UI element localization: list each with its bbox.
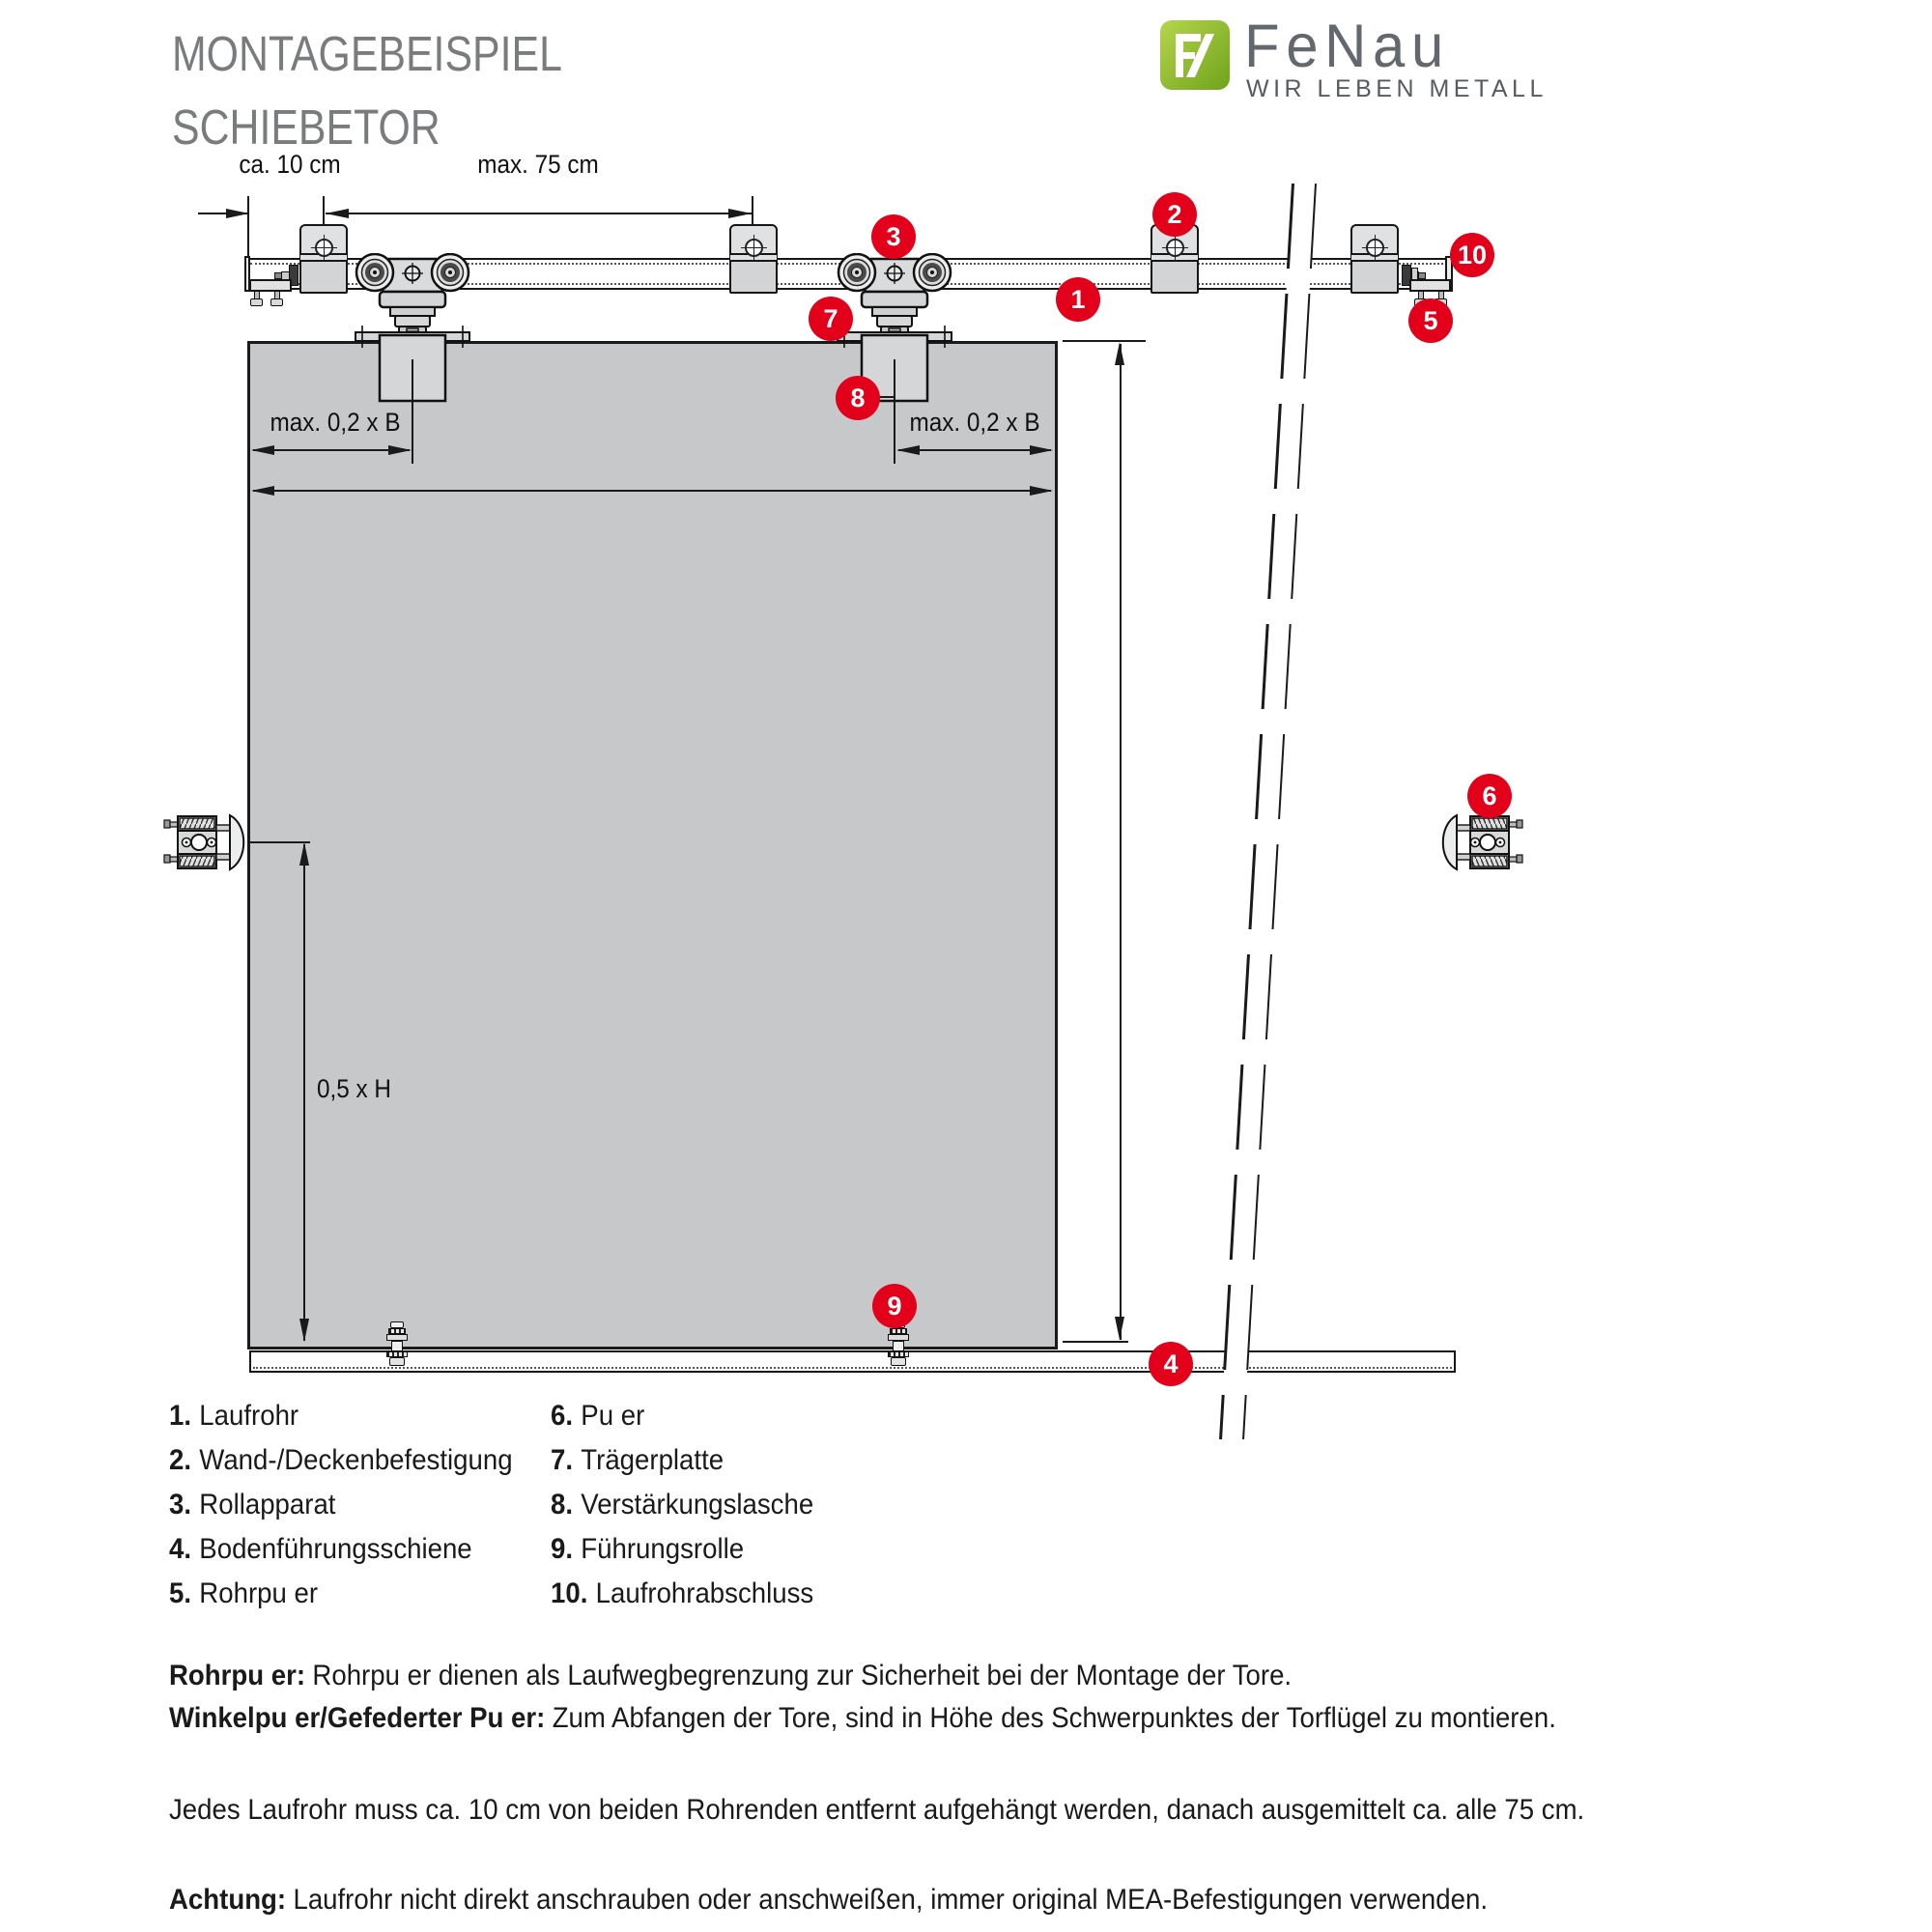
arrowhead	[388, 445, 412, 455]
arrowhead	[251, 445, 274, 455]
screw-hole-icon	[315, 239, 333, 257]
note-text: Laufrohr nicht direkt anschrauben oder anschweißen, immer original MEA-Befestigungen verwenden.	[293, 1884, 1489, 1916]
callout-2: 2	[1152, 192, 1197, 237]
note-lead: Winkelpu er/Gefederter Pu er:	[169, 1702, 546, 1734]
note-laufrohr	[169, 1794, 1584, 1827]
wall-bracket	[1350, 224, 1399, 294]
bolt	[270, 298, 283, 306]
roller-collar	[888, 1334, 909, 1341]
note-rohrpuffer	[169, 1660, 1292, 1692]
legend-label: Führungsrolle	[581, 1533, 745, 1565]
extension-line	[1063, 1341, 1128, 1343]
callout-7: 7	[809, 297, 853, 341]
legend-label: Trägerplatte	[581, 1444, 724, 1476]
legend-number: 9.	[551, 1533, 574, 1565]
extension-line	[323, 196, 325, 225]
legend-label: Laufrohrabschluss	[595, 1577, 814, 1609]
legend-item	[169, 1394, 513, 1438]
note-text: Zum Abfangen der Tore, sind in Höhe des Schwerpunktes der Torflügel zu montieren.	[552, 1702, 1556, 1734]
legend-number: 3.	[169, 1489, 192, 1520]
arrowhead	[251, 486, 274, 496]
bolt	[250, 298, 263, 306]
legend-item	[169, 1572, 513, 1616]
screw-hole-icon	[1166, 239, 1184, 257]
page-title-line1: MONTAGEBEISPIEL	[172, 26, 562, 81]
note-text: Jedes Laufrohr muss ca. 10 cm von beiden Rohrenden entfernt aufgehängt werden, danach ausgemittelt ca. alle 75 cm.	[169, 1794, 1585, 1826]
note-lead: Rohrpu er:	[169, 1660, 306, 1691]
arrowhead	[896, 445, 920, 455]
legend-item	[551, 1483, 813, 1527]
spring-buffer-right	[1434, 812, 1524, 872]
arrowhead	[1030, 445, 1053, 455]
page-title-line2: SCHIEBETOR	[172, 99, 440, 155]
gate-height-dimension-line	[1120, 344, 1122, 1340]
note-achtung	[169, 1884, 1488, 1917]
roller-foot	[389, 1357, 405, 1366]
note-winkelpuffer	[169, 1702, 1556, 1735]
callout-3: 3	[871, 214, 916, 259]
arrowhead	[299, 842, 309, 866]
bracket-clamp	[731, 258, 776, 292]
arrowhead	[1030, 486, 1053, 496]
dimension-line	[898, 449, 1051, 451]
logo-tagline: WIR LEBEN METALL	[1246, 75, 1548, 102]
floor-guide-rail	[249, 1350, 1456, 1373]
dim-label-05h: 0,5 x H	[317, 1074, 391, 1103]
roller-collar	[386, 1334, 408, 1341]
legend-item	[551, 1572, 813, 1616]
legend-label: Bodenführungsschiene	[199, 1533, 472, 1565]
dim-label-02b-right: max. 0,2 x B	[909, 408, 1040, 437]
gate-panel	[247, 341, 1058, 1350]
bracket-clamp	[1352, 258, 1397, 292]
dimension-line	[326, 213, 752, 214]
legend-number: 7.	[551, 1444, 574, 1476]
arrowhead	[1115, 342, 1124, 365]
legend-label: Rollapparat	[199, 1489, 336, 1520]
bolt	[1418, 272, 1426, 279]
dim-label-ca10: ca. 10 cm	[239, 150, 341, 179]
stop-bracket	[1409, 279, 1451, 292]
logo-monogram-icon	[1159, 19, 1231, 91]
screw-hole-icon	[745, 239, 763, 257]
legend-number: 5.	[169, 1577, 192, 1609]
callout-9: 9	[872, 1284, 917, 1328]
legend-item	[551, 1438, 813, 1483]
legend-number: 4.	[169, 1533, 192, 1565]
arrowhead	[728, 209, 752, 218]
break-lines	[1220, 184, 1316, 1439]
break-line-icon	[1219, 184, 1293, 1439]
roller-neck	[391, 1341, 403, 1351]
extension-line	[247, 196, 249, 257]
half-height-dimension-line	[303, 844, 305, 1341]
extension-line	[1063, 340, 1146, 342]
arrowhead	[226, 209, 249, 218]
callout-5: 5	[1408, 298, 1453, 343]
note-text: Rohrpu er dienen als Laufwegbegrenzung zur Sicherheit bei der Montage der Tore.	[312, 1660, 1293, 1691]
legend-item	[169, 1483, 513, 1527]
legend-item	[169, 1438, 513, 1483]
legend-label: Laufrohr	[199, 1400, 299, 1432]
legend-item	[551, 1394, 813, 1438]
screw-hole-icon	[1366, 239, 1384, 257]
callout-4: 4	[1149, 1342, 1193, 1386]
legend-number: 1.	[169, 1400, 192, 1432]
gate-width-dimension-line	[253, 490, 1051, 492]
extension-line	[752, 196, 753, 225]
legend-label: Verstärkungslasche	[581, 1489, 814, 1520]
break-line-icon	[1242, 184, 1317, 1439]
legend-number: 10.	[551, 1577, 588, 1609]
legend-label: Rohrpu er	[199, 1577, 319, 1609]
dimension-line	[253, 449, 410, 451]
arrowhead	[299, 1319, 309, 1342]
callout-8: 8	[836, 376, 880, 420]
arrowhead	[326, 209, 349, 218]
legend-item	[551, 1527, 813, 1572]
callout-10: 10	[1450, 233, 1494, 277]
roller-neck	[893, 1341, 904, 1351]
roller-cap	[390, 1321, 404, 1328]
legend-column-right	[551, 1394, 813, 1616]
note-lead: Achtung:	[169, 1884, 287, 1916]
legend-column-left	[169, 1394, 513, 1616]
roller-foot	[891, 1357, 906, 1366]
arrowhead	[1115, 1317, 1124, 1340]
spring-buffer-left	[162, 812, 253, 872]
legend-label: Wand-/Deckenbefestigung	[199, 1444, 513, 1476]
logo-brand-text: FeNau	[1244, 13, 1450, 80]
bracket-clamp	[1152, 258, 1197, 292]
legend-label: Pu er	[581, 1400, 645, 1432]
legend-number: 6.	[551, 1400, 574, 1432]
callout-1: 1	[1056, 277, 1100, 322]
dim-label-02b-left: max. 0,2 x B	[270, 408, 401, 437]
extension-line	[894, 359, 895, 464]
legend-number: 8.	[551, 1489, 574, 1520]
wall-bracket	[729, 224, 778, 294]
legend-item	[169, 1527, 513, 1572]
legend-number: 2.	[169, 1444, 192, 1476]
callout-6: 6	[1467, 774, 1512, 818]
extension-line	[412, 359, 413, 464]
dim-label-max75: max. 75 cm	[477, 150, 599, 179]
